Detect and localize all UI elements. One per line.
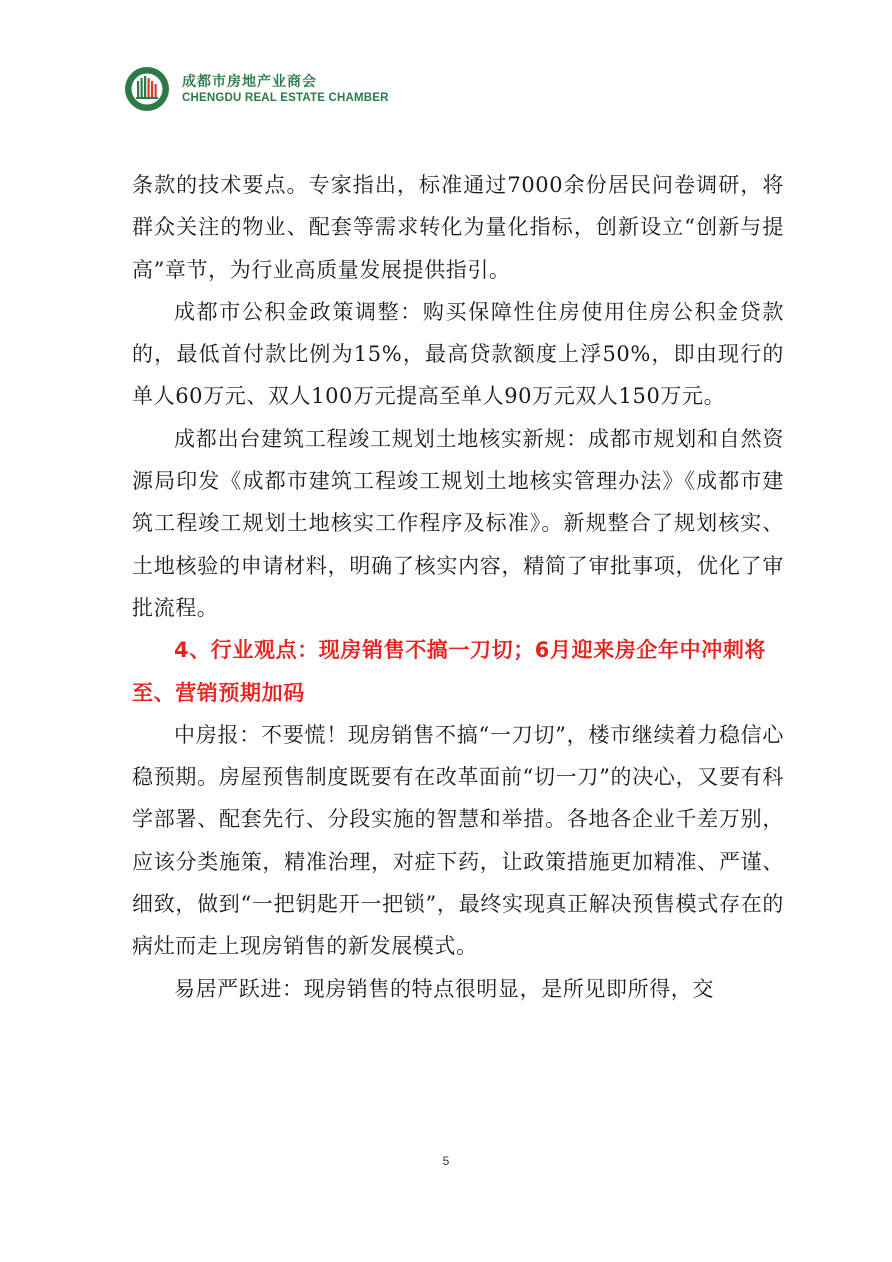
paragraph-housing-fund-policy: 成都市公积金政策调整：购买保障性住房使用住房公积金贷款的，最低首付款比例为15%，最高贷款额度上浮50%，即由现行的单人60万元、双人100万元提高至单人90万元双人150万元。: [132, 299, 784, 409]
paragraph-1: 条款的技术要点。专家指出，标准通过7000余份居民问卷调研，将群众关注的物业、配套等需求转化为量化指标，创新设立“创新与提高”章节，为行业高质量发展提供指引。: [132, 173, 784, 282]
paragraph-completion-verification: 成都出台建筑工程竣工规划土地核实新规：成都市规划和自然资源局印发《成都市建筑工程竣工规划土地核实管理办法》《成都市建筑工程竣工规划土地核实工作程序及标准》。新规整合了规划核实、土地核验的申请材料，明确了核实内容，精简了审批事项，优化了审批流程。: [132, 426, 784, 620]
section-heading-industry-views: 4、行业观点：现房销售不搞一刀切；6月迎来房企年中冲刺将至、营销预期加码: [132, 638, 767, 705]
paragraph-zhongfangbao: 中房报：不要慌！现房销售不搞“一刀切”，楼市继续着力稳信心稳预期。房屋预售制度既要有在改革面前“切一刀”的决心，又要有科学部署、配套先行、分段实施的智慧和举措。各地各企业千差万别，应该分类施策，精准治理，对症下药，让政策措施更加精准、严谨、细致，做到“一把钥匙开一把锁”，最终实现真正解决预售模式存在的病灶而走上现房销售的新发展模式。: [132, 722, 784, 959]
document-body: [132, 164, 784, 1010]
document-header: [124, 66, 389, 112]
org-name-cn: 成都市房地产业商会: [182, 73, 317, 90]
org-name-en: CHENGDU REAL ESTATE CHAMBER: [182, 91, 389, 104]
chamber-logo-icon: [124, 66, 170, 112]
paragraph-yiju: 易居严跃进：现房销售的特点很明显，是所见即所得，交: [174, 976, 714, 1001]
page-number: 5: [442, 1154, 450, 1168]
